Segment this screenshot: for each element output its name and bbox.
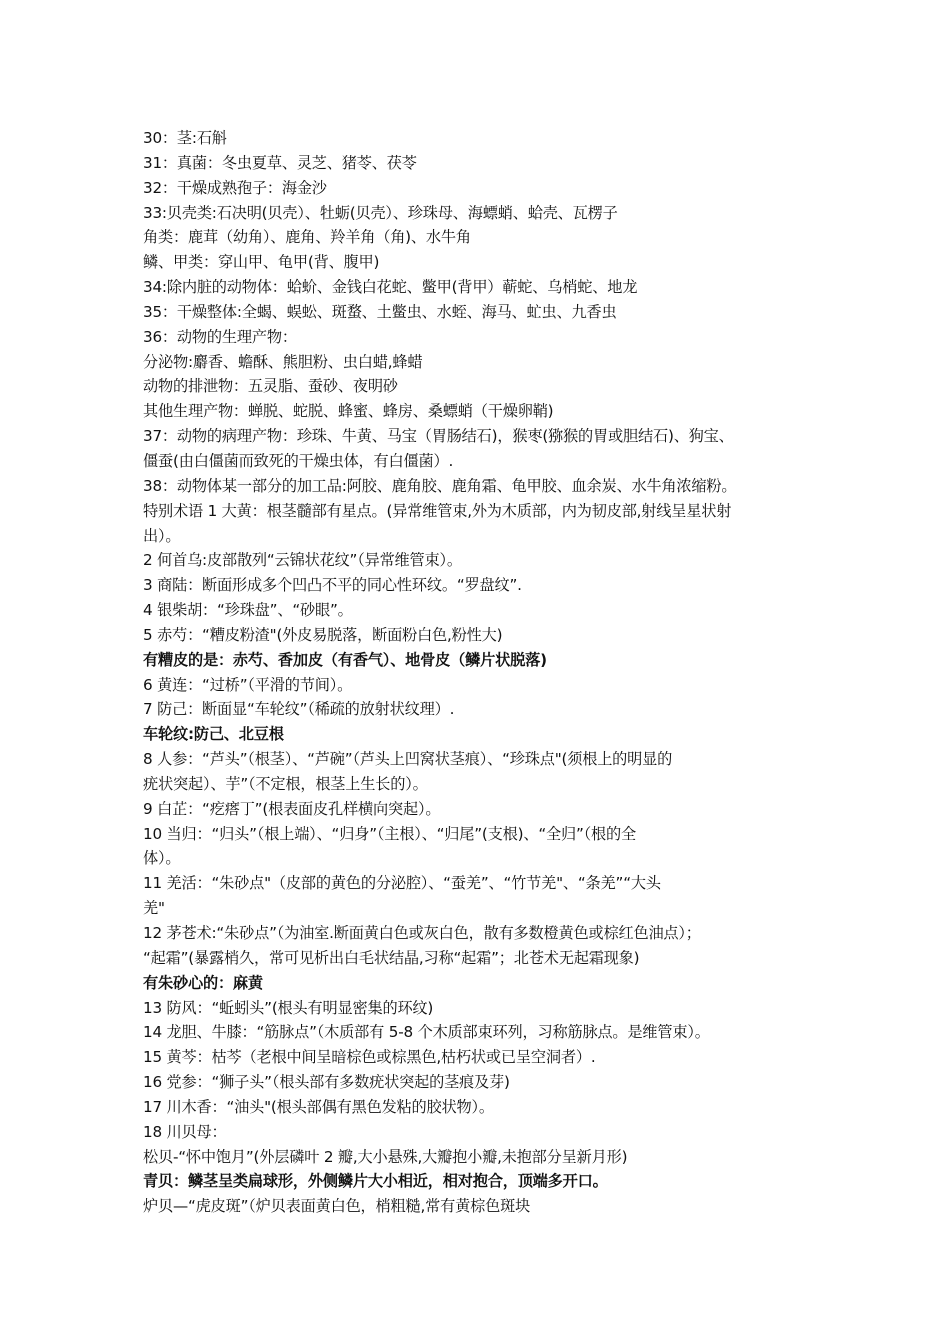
text-line: 鳞、甲类：穿山甲、龟甲(背、腹甲) (143, 253, 380, 272)
text-line: 其他生理产物：蝉脱、蛇脱、蜂蜜、蜂房、桑螵蛸（干燥卵鞘) (143, 402, 554, 421)
text-line: 36：动物的生理产物： (143, 327, 297, 346)
text-line: 6 黄连：“过桥”（平滑的节间）。 (143, 675, 353, 694)
text-line: 12 茅苍术:“朱砂点”（为油室.断面黄白色或灰白色，散有多数橙黄色或棕红色油点）； (143, 924, 701, 942)
text-line: 33:贝壳类:石决明(贝壳）、牡蛎(贝壳）、珍珠母、海螵蛸、蛤壳、瓦楞子 (143, 203, 618, 222)
text-line: 僵蚕(由白僵菌而致死的干燥虫体，有白僵菌）. (143, 451, 454, 470)
text-line: 9 白芷：“疙瘩丁”(根表面皮孔样横向突起）。 (143, 799, 441, 818)
text-line: 动物的排泄物：五灵脂、蚕砂、夜明砂 (143, 377, 398, 396)
text-line: 37：动物的病理产物：珍珠、牛黄、马宝（胃肠结石)，猴枣(猕猴的胃或胆结石)、狗宝、 (143, 427, 734, 446)
text-line: 出）。 (143, 526, 181, 545)
bold-text-line: 有朱砂心的：麻黄 (143, 973, 263, 992)
text-line: 30：茎:石斛 (143, 129, 227, 147)
text-line: 35：干燥整体:全蝎、蜈蚣、斑蝥、土鳖虫、水蛭、海马、虻虫、九香虫 (143, 302, 617, 321)
text-line: 31：真菌：冬虫夏草、灵芝、猪苓、茯苓 (143, 153, 417, 172)
text-line: 体）。 (143, 849, 181, 868)
text-line: 分泌物:麝香、蟾酥、熊胆粉、虫白蜡,蜂蜡 (143, 352, 423, 371)
text-line: 角类：鹿茸（幼角）、鹿角、羚羊角（角)、水牛角 (143, 228, 471, 247)
text-line: 14 龙胆、牛膝：“筋脉点”（木质部有 5-8 个木质部束环列，习称筋脉点。是维管束）。 (143, 1023, 710, 1042)
text-line: 2 何首乌:皮部散列“云锦状花纹”（异常维管束）。 (143, 551, 462, 570)
text-line: 38：动物体某一部分的加工品:阿胶、鹿角胶、鹿角霜、龟甲胶、血余炭、水牛角浓缩粉。 (143, 476, 737, 495)
text-line: 5 赤芍：“糟皮粉渣"(外皮易脱落，断面粉白色,粉性大) (143, 625, 503, 644)
text-line: 34:除内脏的动物体：蛤蚧、金钱白花蛇、鳖甲(背甲）蕲蛇、乌梢蛇、地龙 (143, 278, 638, 297)
text-line: 17 川木香：“油头"(根头部偶有黑色发粘的胶状物）。 (143, 1097, 494, 1116)
bold-text-line: 青贝：鳞茎呈类扁球形，外侧鳞片大小相近，相对抱合，顶端多开口。 (143, 1172, 608, 1191)
text-line: 16 党参：“狮子头”（根头部有多数疣状突起的茎痕及芽) (143, 1073, 510, 1092)
text-line: 3 商陆：断面形成多个凹凸不平的同心性环纹。“罗盘纹”. (143, 576, 522, 595)
text-line: 4 银柴胡：“珍珠盘”、“砂眼”。 (143, 601, 353, 620)
document-body (143, 126, 813, 1219)
text-line: 32：干燥成熟孢子：海金沙 (143, 178, 327, 197)
text-line: 8 人参：“芦头”（根茎）、“芦碗”（芦头上凹窝状茎痕）、“珍珠点"(须根上的明显的 (143, 750, 673, 769)
text-line: 7 防己：断面显“车轮纹”（稀疏的放射状纹理）. (143, 700, 455, 719)
text-line: 炉贝—“虎皮斑”（炉贝表面黄白色，梢粗糙,常有黄棕色斑块 (143, 1197, 531, 1216)
text-line: 羌" (143, 899, 165, 918)
text-line: “起霜”(暴露梢久，常可见析出白毛状结晶,习称“起霜”；北苍术无起霜现象) (143, 948, 640, 967)
text-line: 11 羌活：“朱砂点"（皮部的黄色的分泌腔）、“蚕羌”、“竹节羌"、“条羌”“大头 (143, 874, 661, 893)
text-line: 18 川贝母： (143, 1122, 227, 1141)
text-line: 10 当归：“归头”（根上端）、“归身”（主根）、“归尾”(支根)、“全归”（根的全 (143, 824, 636, 843)
bold-text-line: 车轮纹:防己、北豆根 (143, 725, 284, 744)
text-line: 松贝-“怀中饱月”(外层磷叶 2 瓣,大小悬殊,大瓣抱小瓣,未抱部分呈新月形) (143, 1147, 628, 1166)
bold-text-line: 有糟皮的是：赤芍、香加皮（有香气）、地骨皮（鳞片状脱落) (143, 650, 547, 669)
text-line: 特别术语 1 大黄：根茎髓部有星点。(异常维管束,外为木质部，内为韧皮部,射线呈星状射 (143, 501, 732, 520)
text-line: 13 防风：“蚯蚓头”(根头有明显密集的环纹) (143, 998, 434, 1017)
text-line: 15 黄芩：枯芩（老根中间呈暗棕色或棕黑色,枯朽状或已呈空洞者）. (143, 1048, 596, 1067)
text-line: 疣状突起）、芋”（不定根，根茎上生长的）。 (143, 774, 428, 793)
